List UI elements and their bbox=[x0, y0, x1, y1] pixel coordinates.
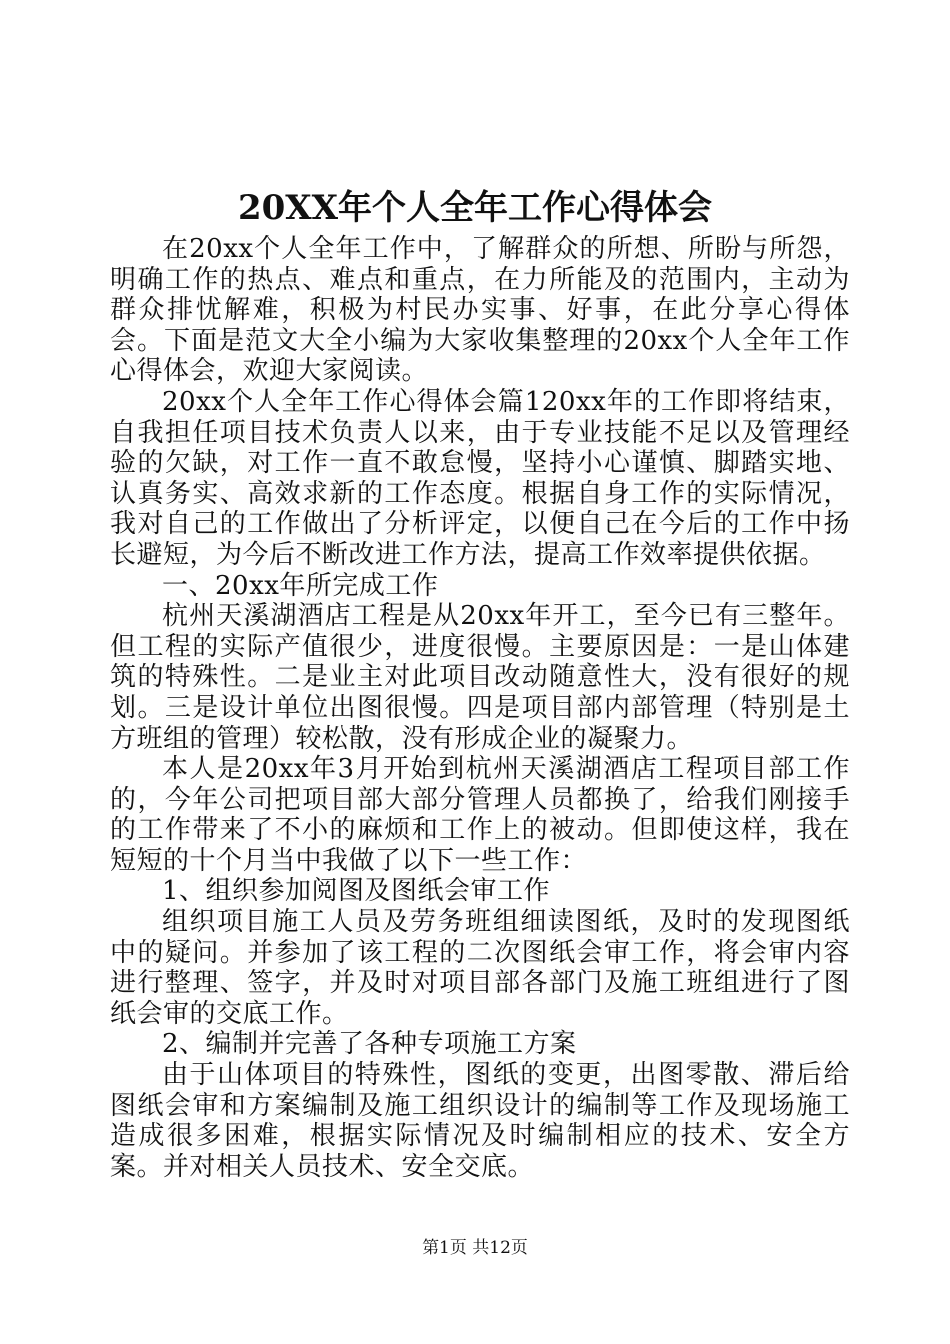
page-number-footer: 第1页 共12页 bbox=[422, 1238, 528, 1258]
paragraph-personal-work: 本人是20xx年3月开始到杭州天溪湖酒店工程项目部工作的，今年公司把项目部大部分管理人员都换了，给我们刚接手的工作带来了不小的麻烦和工作上的被动。但即使这样，我在短短的十个月当中我做了以下一些工作： bbox=[110, 754, 850, 876]
paragraph-construction-plans: 由于山体项目的特殊性，图纸的变更，出图零散、滞后给图纸会审和方案编制及施工组织设计的编制等工作及现场施工造成很多困难，根据实际情况及时编制相应的技术、安全方案。并对相关人员技术、安全交底。 bbox=[110, 1060, 850, 1182]
paragraph-project-background: 杭州天溪湖酒店工程是从20xx年开工，至今已有三整年。但工程的实际产值很少，进度很慢。主要原因是：一是山体建筑的特殊性。二是业主对此项目改动随意性大，没有很好的规划。三是设计单位出图很慢。四是项目部内部管理（特别是土方班组的管理）较松散，没有形成企业的凝聚力。 bbox=[110, 601, 850, 754]
paragraph-intro: 在20xx个人全年工作中，了解群众的所想、所盼与所怨，明确工作的热点、难点和重点，在力所能及的范围内，主动为群众排忧解难，积极为村民办实事、好事，在此分享心得体会。下面是范文大全小编为大家收集整理的20xx个人全年工作心得体会，欢迎大家阅读。 bbox=[110, 234, 850, 387]
document-body bbox=[110, 234, 850, 1182]
paragraph-article-opening: 20xx个人全年工作心得体会篇120xx年的工作即将结束，自我担任项目技术负责人以来，由于专业技能不足以及管理经验的欠缺，对工作一直不敢怠慢，坚持小心谨慎、脚踏实地、认真务实、高效求新的工作态度。根据自身工作的实际情况，我对自己的工作做出了分析评定，以便自己在今后的工作中扬长避短，为今后不断改进工作方法，提高工作效率提供依据。 bbox=[110, 386, 850, 570]
paragraph-drawing-review: 组织项目施工人员及劳务班组细读图纸，及时的发现图纸中的疑问。并参加了该工程的二次图纸会审工作，将会审内容进行整理、签字，并及时对项目部各部门及施工班组进行了图纸会审的交底工作。 bbox=[110, 907, 850, 1029]
subheading-drawing-review: 1、组织参加阅图及图纸会审工作 bbox=[162, 876, 551, 907]
subheading-construction-plans: 2、编制并完善了各种专项施工方案 bbox=[162, 1029, 577, 1060]
section-heading-completed-work: 一、20xx年所完成工作 bbox=[162, 570, 439, 601]
document-title: 20XX年个人全年工作心得体会 bbox=[237, 188, 713, 228]
